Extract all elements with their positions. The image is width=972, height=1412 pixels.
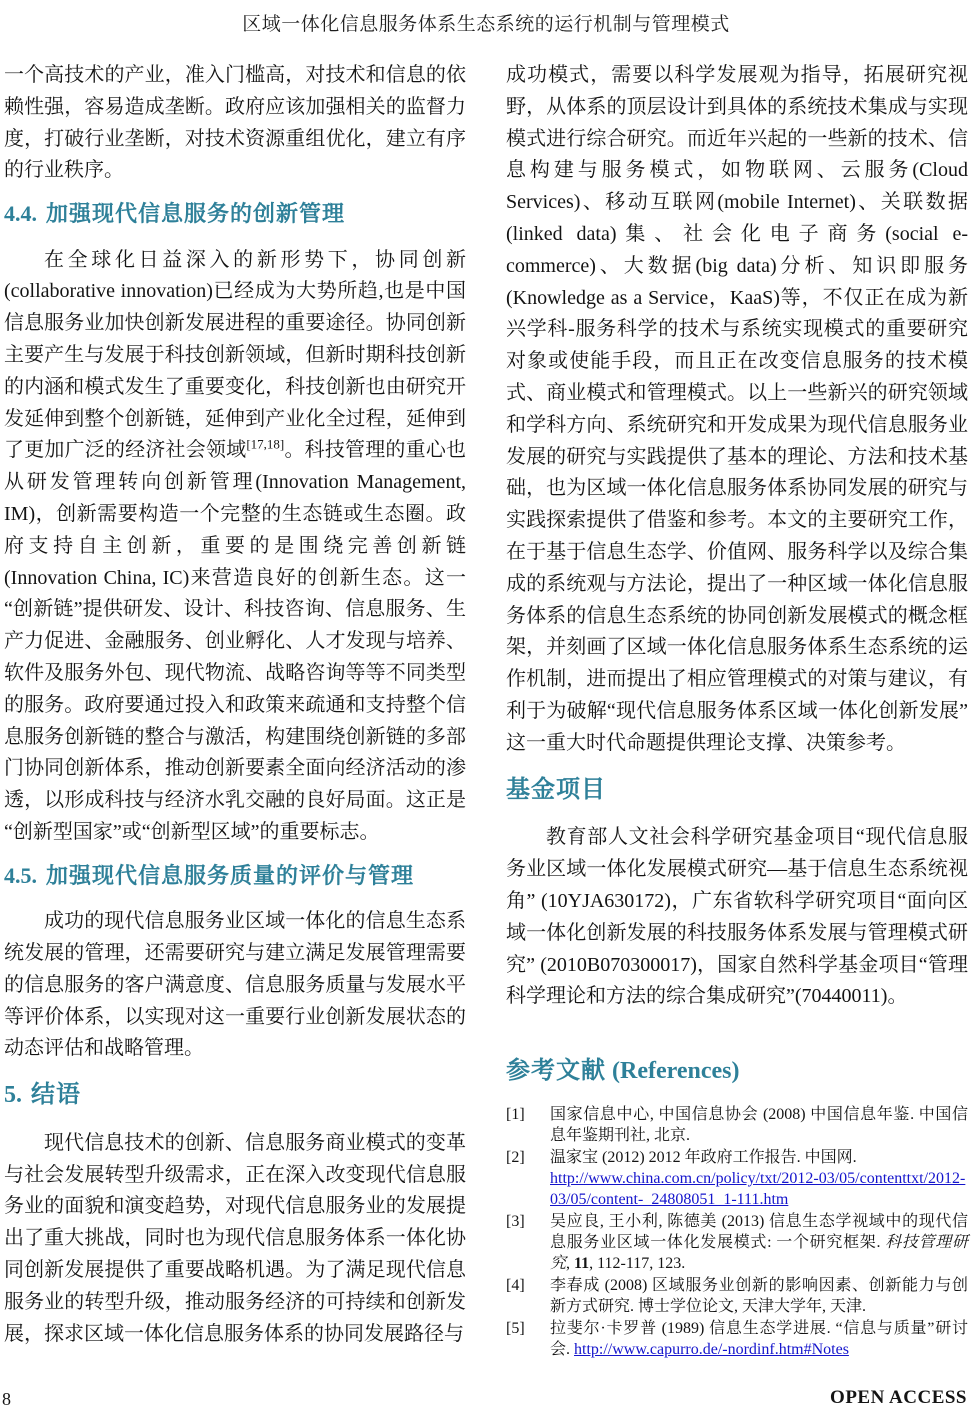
section-heading-4-5	[4, 863, 466, 889]
paragraph-funding: 教育部人文社会科学研究基金项目“现代信息服务业区域一体化发展模式研究—基于信息生态系统视角” (10YJA630172)，广东省软科学研究项目“面向区域一体化创新发展的科技服务体系发展与管理模式研究” (2010B070300017)，国家自然科学基金项目“管理科学理论和方法的综合集成研究”(70440011)。	[506, 826, 968, 1008]
open-access-label: OPEN ACCESS	[830, 1387, 967, 1408]
section-heading-4-4	[4, 201, 466, 227]
reference-number: [5]	[506, 1319, 525, 1337]
paragraph-conclusion: 现代信息技术的创新、信息服务商业模式的变革与社会发展转型升级需求，正在深入改变现代信息服务业的面貌和演变趋势，对现代信息服务业的发展提出了重大挑战，同时也为现代信息服务体系一体化协同创新发展提供了重要战略机遇。为了满足现代信息服务业的转型升级，推动服务经济的可持续和创新发展，探求区域一体化信息服务体系的协同发展路径与	[4, 1131, 466, 1345]
reference-item-2	[506, 1147, 968, 1210]
paragraph-research-summary: 成功模式，需要以科学发展观为指导，拓展研究视野，从体系的顶层设计到具体的系统技术集成与实现模式进行综合研究。而近年兴起的一些新的技术、信息构建与服务模式，如物联网、云服务(Cloud Services)、移动互联网(mobile Internet)、关联数据(linked data)集、社会化电子商务(social e-commerce)、大数据(big data)分析、知识即服务(Knowledge as a Service，KaaS)等，不仅正在成为新兴学科-服务科学的技术与系统实现模式的重要研究对象或使能手段，而且正在改变信息服务的技术模式、商业模式和管理模式。以上一些新兴的研究领域和学科方向、系统研究和开发成果为现代信息服务业发展的研究与实践提供了基本的理论、方法和技术基础，也为区域一体化信息服务体系协同发展的研究与实践探索提供了借鉴和参考。本文的主要研究工作，在于基于信息生态学、价值网、服务科学以及综合集成的系统观与方法论，提出了一种区域一体化信息服务体系的信息生态系统的协同创新发展模式的概念框架，并刻画了区域一体化信息服务体系生态系统的运作机制，进而提出了相应管理模式的对策与建议，有利于为破解“现代信息服务体系区域一体化创新发展”这一重大时代命题提供理论支撑、决策参考。	[506, 64, 968, 754]
references-title-zh: 参考文献	[506, 1057, 606, 1085]
reference-separator: ,	[566, 1254, 575, 1272]
references-list	[506, 1104, 968, 1360]
reference-item-3	[506, 1211, 968, 1274]
section-heading-5-conclusion	[4, 1081, 466, 1110]
section-number: 4.4.	[4, 201, 37, 227]
reference-number: [2]	[506, 1148, 525, 1166]
paragraph-text-part1: 在全球化日益深入的新形势下，协同创新(collaborative innovation)已经成为大势所趋,也是中国信息服务业加快创新发展进程的重要途径。协同创新主要产生与发展于科技创新领域，但新时期科技创新的内涵和模式发生了重要变化，科技创新也由研究开发延伸到整个创新链，延伸到产业化全过程，延伸到了更加广泛的经济社会领域	[4, 248, 466, 462]
left-column	[4, 60, 466, 1361]
paragraph-innovation-management	[4, 245, 466, 849]
reference-item-5	[506, 1318, 968, 1360]
two-column-body	[4, 60, 968, 1361]
reference-text: 李春成 (2008) 区域服务业创新的影响因素、创新能力与创新方式研究. 博士学位论文, 天津大学年, 天津.	[550, 1276, 968, 1315]
reference-link[interactable]: http://www.china.com.cn/policy/txt/2012-03/05/contenttxt/2012-03/05/content-_24808051_1-111.htm	[550, 1169, 966, 1208]
reference-number: [1]	[506, 1105, 525, 1123]
citation-superscript: [17,18]	[246, 436, 285, 452]
reference-item-4	[506, 1275, 968, 1317]
section-title: 加强现代信息服务质量的评价与管理	[46, 862, 415, 888]
right-column	[506, 60, 968, 1361]
references-title-en: (References)	[612, 1058, 740, 1085]
section-number: 5.	[4, 1082, 22, 1109]
paragraph-text-part2: 。科技管理的重心也从研发管理转向创新管理(Innovation Management, IM)，创新需要构造一个完整的生态链或生态圈。政府支持自主创新，重要的是围绕完善创新链(Innovation China, IC)来营造良好的创新生态。这一“创新链”提供研发、设计、科技咨询、信息服务、生产力促进、金融服务、创业孵化、人才发现与培养、软件及服务外包、现代物流、战略咨询等等不同类型的服务。政府要通过投入和政策来疏通和支持整个信息服务创新链的整合与激活，构建围绕创新链的多部门协同创新体系，推动创新要素全面向经济活动的渗透，以形成科技与经济水乳交融的良好局面。这正是“创新型国家”或“创新型区域”的重要标志。	[4, 439, 467, 843]
reference-text: 温家宝 (2012) 2012 年政府工作报告. 中国网.	[550, 1148, 857, 1166]
section-title: 基金项目	[506, 775, 606, 803]
reference-item-1	[506, 1104, 968, 1146]
reference-text: 吴应良, 王小利, 陈德美 (2013) 信息生态学视域中的现代信息服务业区域一体化发展模式: 一个研究框架.	[550, 1212, 968, 1251]
funding-heading	[506, 776, 968, 805]
section-number: 4.5.	[4, 862, 37, 888]
reference-number: [4]	[506, 1276, 525, 1294]
reference-link[interactable]: http://www.capurro.de/-nordinf.htm#Notes	[574, 1340, 849, 1358]
reference-text: 国家信息中心, 中国信息协会 (2008) 中国信息年鉴. 中国信息年鉴期刊社, 北京.	[550, 1105, 968, 1144]
page-number: 8	[2, 1389, 11, 1409]
paragraph-industry-regulation: 一个高技术的产业，准入门槛高，对技术和信息的依赖性强，容易造成垄断。政府应该加强相关的监督力度，打破行业垄断，对技术资源重组优化，建立有序的行业秩序。	[4, 64, 466, 182]
section-title: 结语	[31, 1081, 81, 1109]
reference-text: 拉斐尔·卡罗普 (1989) 信息生态学进展. “信息与质量”研讨会.	[550, 1319, 968, 1358]
reference-volume: 11	[574, 1254, 590, 1272]
section-title: 加强现代信息服务的创新管理	[46, 201, 346, 227]
reference-number: [3]	[506, 1212, 525, 1230]
paragraph-service-quality: 成功的现代信息服务业区域一体化的信息生态系统发展的管理，还需要研究与建立满足发展管理需要的信息服务的客户满意度、信息服务质量与发展水平等评价体系，以实现对这一重要行业创新发展状态的动态评估和战略管理。	[4, 910, 466, 1060]
references-heading	[506, 1057, 968, 1086]
reference-journal: 科技管理研究	[550, 1233, 968, 1272]
running-head-title: 区域一体化信息服务体系生态系统的运行机制与管理模式	[242, 14, 730, 35]
reference-pages: , 112-117, 123.	[589, 1254, 686, 1272]
